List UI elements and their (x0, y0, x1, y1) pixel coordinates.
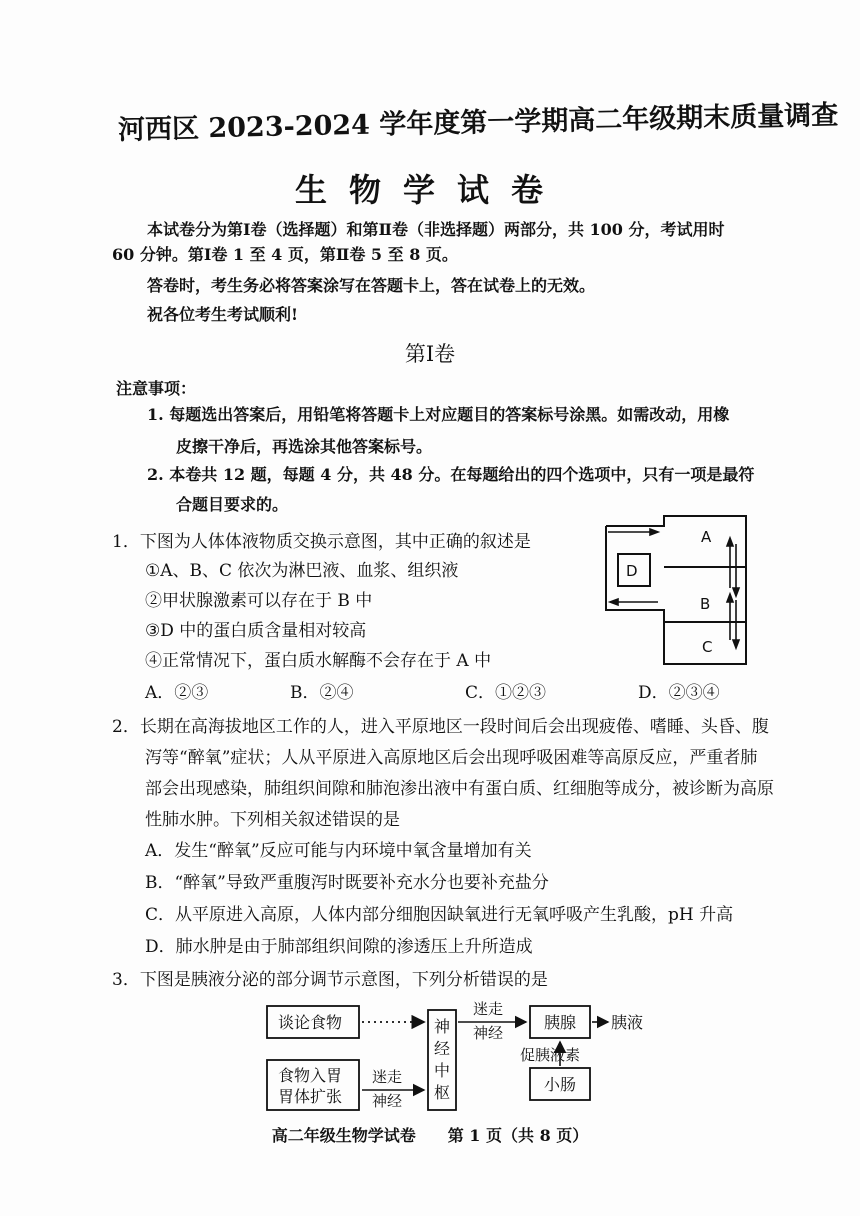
page-footer: 高二年级生物学试卷 第 1 页（共 8 页） (271, 1126, 589, 1145)
nerve-center-char-1: 神 (434, 1017, 451, 1036)
note-1-line-1: 1. 每题选出答案后，用铅笔将答题卡上对应题目的答案标号涂黑。如需改动，用橡 (147, 405, 730, 424)
note-2-line-2: 合题目要求的。 (176, 495, 289, 514)
secretin-label: 促胰液素 (520, 1046, 581, 1064)
diagram-label-b: B (700, 595, 711, 613)
exam-title: 河西区 2023-2024 学年度第一学期高二年级期末质量调查 (117, 99, 839, 146)
q1-option-d: D．②③④ (638, 683, 720, 703)
nerve-center-char-3: 中 (434, 1061, 451, 1080)
q1-statement-1: ①A、B、C 依次为淋巴液、血浆、组织液 (145, 561, 459, 581)
vagus-bottom-2: 神经 (372, 1092, 403, 1110)
note-2-line-1: 2. 本卷共 12 题，每题 4 分，共 48 分。在每题给出的四个选项中，只有一项是最符 (147, 465, 755, 484)
q2-line-4: 性肺水肿。下列相关叙述错误的是 (145, 810, 400, 830)
vagus-top-1: 迷走 (473, 1000, 504, 1018)
food-stomach-label-1: 食物入胃 (278, 1066, 343, 1085)
intro-line-3: 答卷时，考生务必将答案涂写在答题卡上，答在试卷上的无效。 (147, 276, 596, 295)
talk-food-label: 谈论食物 (278, 1013, 343, 1032)
intro-line-1: 本试卷分为第Ⅰ卷（选择题）和第Ⅱ卷（非选择题）两部分，共 100 分，考试用时 (147, 220, 725, 239)
q1-option-c: C．①②③ (465, 683, 547, 703)
intro-line-4: 祝各位考生考试顺利! (147, 305, 299, 324)
pancreas-regulation-diagram (262, 998, 652, 1116)
q2-option-a: A．发生“醉氧”反应可能与内环境中氧含量增加有关 (145, 841, 532, 861)
section-title: 第Ⅰ卷 (404, 342, 456, 366)
notes-heading: 注意事项： (116, 379, 197, 398)
q1-stem: 1．下图为人体体液物质交换示意图，其中正确的叙述是 (112, 532, 531, 552)
diagram-label-c: C (702, 638, 713, 656)
small-intestine-label: 小肠 (544, 1075, 577, 1094)
note-1-line-2: 皮擦干净后，再选涂其他答案标号。 (176, 437, 433, 456)
q2-option-b: B．“醉氧”导致严重腹泻时既要补充水分也要补充盐分 (145, 873, 549, 893)
diagram-label-a: A (701, 528, 712, 546)
q1-option-a: A．②③ (145, 683, 209, 703)
vagus-bottom-1: 迷走 (372, 1068, 403, 1086)
q1-statement-4: ④正常情况下，蛋白质水解酶不会存在于 A 中 (145, 651, 492, 671)
q2-line-3: 部会出现感染，肺组织间隙和肺泡渗出液中有蛋白质、红细胞等成分，被诊断为高原 (145, 779, 774, 799)
exam-subtitle: 生物学试卷 (294, 171, 565, 209)
nerve-center-char-4: 枢 (434, 1083, 451, 1102)
vagus-top-2: 神经 (473, 1024, 504, 1042)
nerve-center-char-2: 经 (434, 1039, 451, 1058)
q2-line-2: 泻等“醉氧”症状；人从平原进入高原地区后会出现呼吸困难等高原反应，严重者肺 (145, 748, 758, 768)
food-stomach-label-2: 胃体扩张 (278, 1087, 343, 1106)
q1-option-b: B．②④ (290, 683, 354, 703)
q3-stem: 3．下图是胰液分泌的部分调节示意图，下列分析错误的是 (112, 970, 548, 990)
pancreas-label: 胰腺 (544, 1013, 577, 1032)
q1-statement-3: ③D 中的蛋白质含量相对较高 (145, 621, 367, 641)
q2-line-1: 2．长期在高海拔地区工作的人，进入平原地区一段时间后会出现疲倦、嗜睡、头昏、腹 (112, 717, 769, 737)
q1-statement-2: ②甲状腺激素可以存在于 B 中 (145, 591, 373, 611)
diagram-label-d: D (626, 562, 638, 580)
q2-option-c: C．从平原进入高原，人体内部分细胞因缺氧进行无氧呼吸产生乳酸，pH 升高 (145, 905, 734, 925)
pancreatic-juice-label: 胰液 (611, 1013, 644, 1032)
q2-option-d: D．肺水肿是由于肺部组织间隙的渗透压上升所造成 (145, 937, 533, 957)
intro-line-2: 60 分钟。第Ⅰ卷 1 至 4 页，第Ⅱ卷 5 至 8 页。 (112, 245, 458, 264)
body-fluid-diagram (596, 514, 786, 672)
